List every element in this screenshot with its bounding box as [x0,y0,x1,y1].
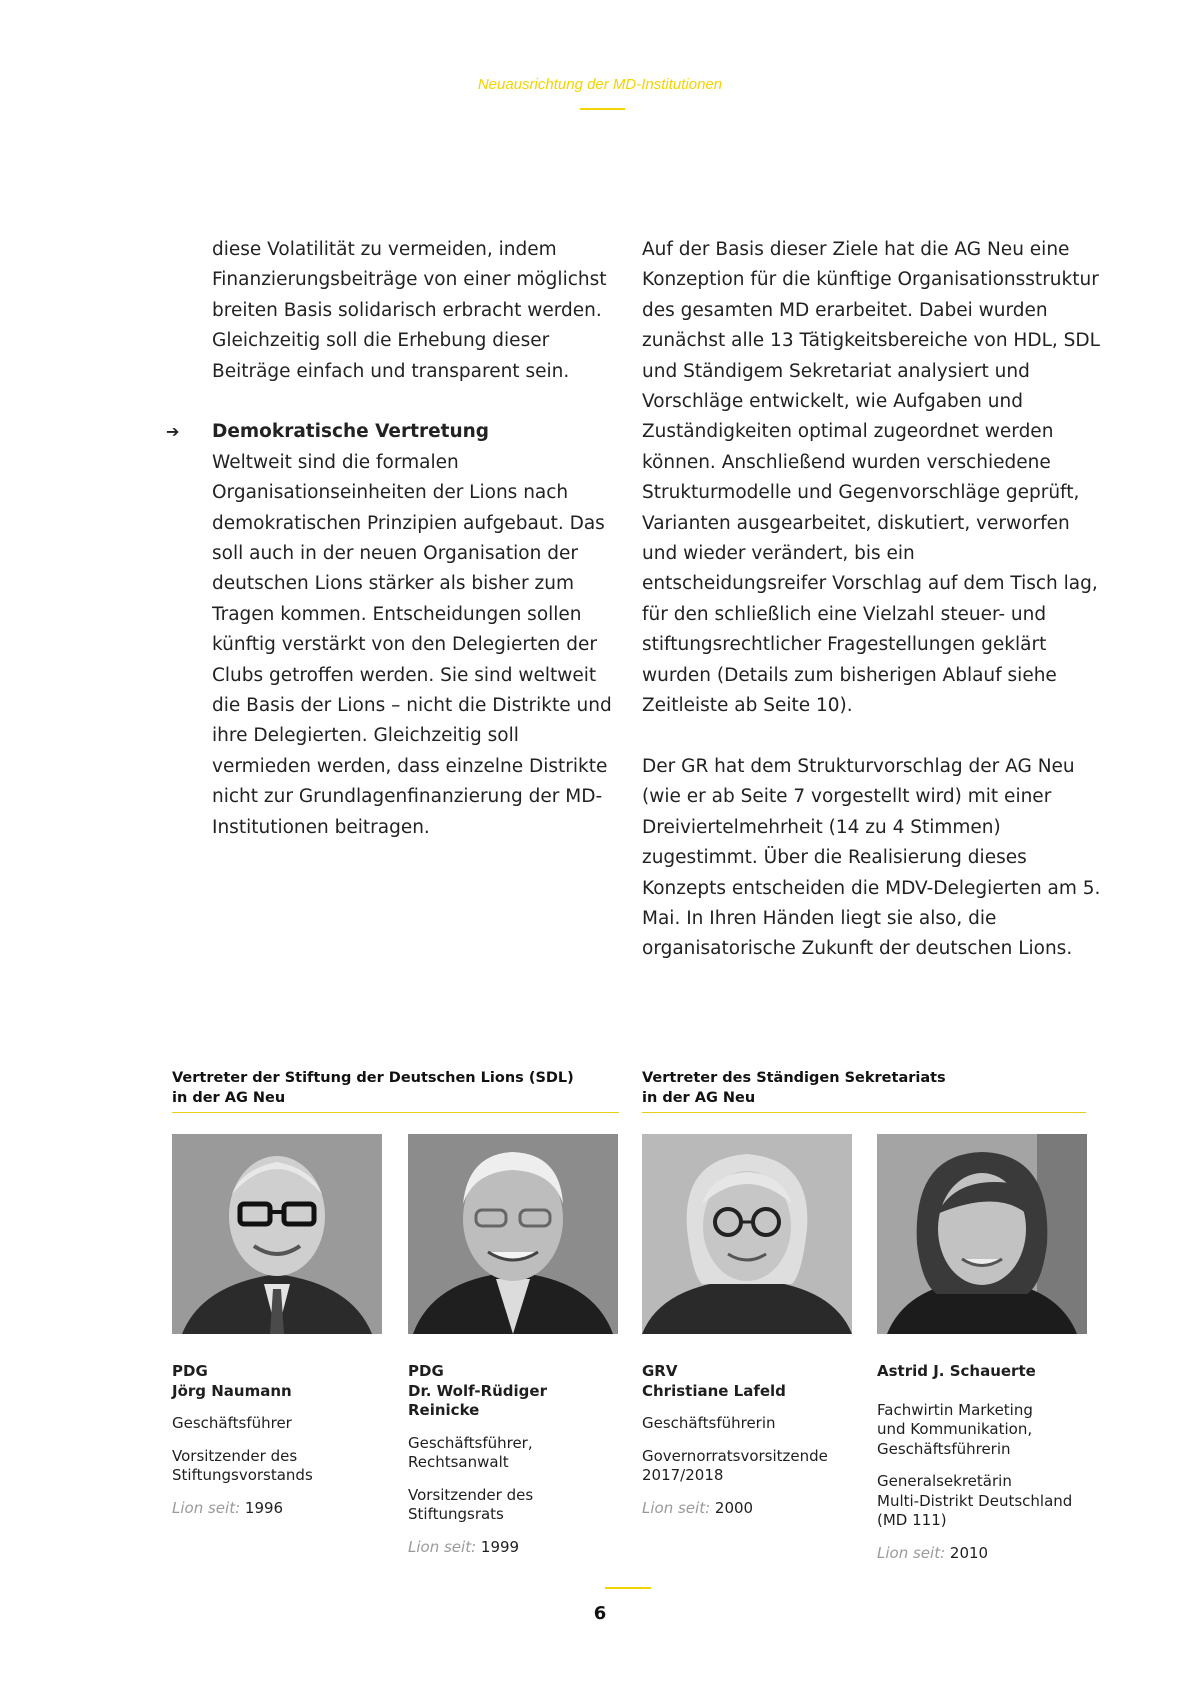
since-year: 1996 [244,1498,284,1517]
since-label: Lion seit: [408,1537,477,1556]
person-since [172,1499,384,1519]
person-role: Geschäftsführerin [642,1414,776,1432]
person-since [408,1538,620,1558]
since-label: Lion seit: [877,1543,946,1562]
since-label: Lion seit: [642,1498,711,1517]
running-title: Neuausrichtung der MD-Institutionen [477,76,723,93]
portrait-photo-astrid-schauerte [877,1134,1087,1334]
portrait-image [642,1134,852,1334]
person-title: GRV [642,1362,678,1380]
footer-rule [605,1587,651,1589]
paragraph-concept: Auf der Basis dieser Ziele hat die AG Neu eine Konzeption für die künftige Organisationsstruktur des gesamten MD erarbeitet. Dabei wurden zunächst alle 13 Tätigkeitsbereiche von HDL, SDL und Ständigem Sekretariat analysiert und Vorschläge entwickelt, wie Aufgaben und Zuständigkeiten optimal zugeordnet werden können. Anschließend wurden verschiedene Strukturmodelle und Gegenvorschläge geprüft, Varianten ausgearbeitet, diskutiert, verworfen und wieder verändert, bis ein entscheidungsreifer Vorschlag auf dem Tisch lag, für den schließlich eine Vielzahl steuer- und stiftungsrechtlicher Fragestellungen geklärt wurden (Details zum bisherigen Ablauf siehe Zeitleiste ab Seite 10). [642,239,1100,717]
portrait-image [408,1134,618,1334]
portrait-image [877,1134,1087,1334]
secretariat-section-heading: Vertreter des Ständigen Sekretariats in der AG Neu [642,1070,946,1106]
since-year: 2010 [949,1543,989,1562]
arrow-right-icon: ➔ [166,422,180,442]
person-name: Dr. Wolf-Rüdiger Reinicke [408,1381,547,1419]
person-name: Jörg Naumann [172,1381,292,1400]
person-title: PDG [408,1362,444,1380]
person-function: Generalsekretärin Multi-Distrikt Deutschland (MD 111) [877,1472,1073,1529]
person-function: Vorsitzender des Stiftungsvorstands [172,1446,313,1484]
bullet-text: Weltweit sind die formalen Organisationseinheiten der Lions nach demokratischen Prinzipien aufgebaut. Das soll auch in der neuen Organisation der deutschen Lions stärker als bisher zum Tragen kommen. Entscheidungen sollen künftig verstärkt von den Delegierten der Clubs getroffen werden. Sie sind weltweit die Basis der Lions – nicht die Distrikte und ihre Delegierten. Gleichzeitig soll vermieden werden, dass einzelne Distrikte nicht zur Grundlagenfinanzierung der MD-Institutionen beitragen. [212,451,612,838]
person-role: Geschäftsführer [172,1414,292,1432]
portrait-image [172,1134,382,1334]
secretariat-section-rule [642,1112,1086,1113]
person-since [877,1544,1089,1564]
portrait-photo-joerg-naumann [172,1134,382,1334]
since-year: 1999 [480,1537,520,1556]
sdl-section-rule [172,1112,619,1113]
paragraph-vote: Der GR hat dem Strukturvorschlag der AG Neu (wie er ab Seite 7 vorgestellt wird) mit einer Dreiviertelmehrheit (14 zu 4 Stimmen) zugestimmt. Über die Realisierung dieses Konzepts entscheiden die MDV-Delegierten am 5. Mai. In Ihren Händen liegt sie also, die organisatorische Zukunft der deutschen Lions. [642,755,1101,960]
person-card-3 [642,1362,854,1518]
bullet-democratic-representation [166,417,622,843]
portrait-photo-wolf-ruediger-reinicke [408,1134,618,1334]
person-card-1 [172,1362,384,1518]
continued-paragraph: diese Volatilität zu vermeiden, indem Finanzierungsbeiträge von einer möglichst breiten Basis solidarisch erbracht werden. Gleichzeitig soll die Erhebung dieser Beiträge einfach und transparent sein. [212,239,607,382]
header-rule [580,108,625,110]
person-role: Geschäftsführer, Rechtsanwalt [408,1433,533,1471]
person-name: Christiane Lafeld [642,1381,786,1400]
person-name: Astrid J. Schauerte [877,1362,1036,1380]
portrait-photo-christiane-lafeld [642,1134,852,1334]
right-text-column [642,235,1102,965]
left-text-column [166,235,622,843]
person-role: Fachwirtin Marketing und Kommunikation, Geschäftsführerin [877,1400,1033,1458]
since-label: Lion seit: [172,1498,241,1517]
person-function: Vorsitzender des Stiftungsrats [408,1485,534,1523]
person-card-4 [877,1362,1089,1563]
person-card-2 [408,1362,620,1557]
since-year: 2000 [714,1498,754,1517]
person-title: PDG [172,1362,208,1380]
person-function: Governorratsvorsitzende 2017/2018 [642,1446,828,1484]
sdl-section-heading: Vertreter der Stiftung der Deutschen Lions (SDL) in der AG Neu [172,1070,574,1106]
bullet-title: Demokratische Vertretung [212,421,490,443]
person-since [642,1499,854,1519]
page-number: 6 [593,1603,607,1624]
